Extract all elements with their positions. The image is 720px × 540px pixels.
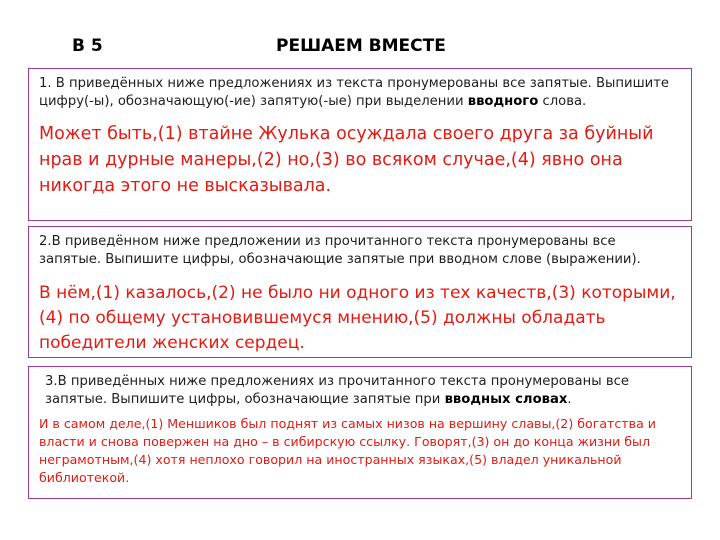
task-3-question: 3.В приведённых ниже предложениях из прочитанного текста пронумерованы все запятые. Выпишите цифры, обозначающие запятые при вводных словах. xyxy=(45,374,630,407)
task-2-sentence: В нём,(1) казалось,(2) не было ни одного из тех качеств,(3) которыми,(4) по общему установившемуся мнению,(5) должны обладать победители женских сердец. xyxy=(39,283,676,353)
task-1-sentence: Может быть,(1) втайне Жулька осуждала своего друга за буйный нрав и дурные манеры,(2) но,(3) во всяком случае,(4) явно она никогда этого не высказывала. xyxy=(39,124,654,196)
task-3-sentence: И в самом деле,(1) Меншиков был поднят из самых низов на вершину славы,(2) богатства и власти и снова повержен на дно – в сибирскую ссылку. Говорят,(3) он до конца жизни был неграмотным,(4) хотя неплохо говорил на иностранных языках,(5) владел уникальной библиотекой. xyxy=(39,416,656,485)
task-3-question-bold: вводных словах xyxy=(444,392,568,407)
page-title: РЕШАЕМ ВМЕСТЕ xyxy=(276,36,446,56)
task-2-question: 2.В приведённом ниже предложении из прочитанного текста пронумерованы все запятые. Выпишите цифры, обозначающие запятые при вводном слове (выражении). xyxy=(39,234,641,267)
task-box-3 xyxy=(28,366,692,499)
task-box-2 xyxy=(28,226,692,358)
task-1-question-bold: вводного xyxy=(467,94,539,109)
task-code: В 5 xyxy=(72,36,103,56)
task-box-1 xyxy=(28,68,692,221)
task-1-question: 1. В приведённых ниже предложениях из текста пронумерованы все запятые. Выпишите цифру(-ы), обозначающую(-ие) запятую(-ые) при выделении вводного слова. xyxy=(39,76,670,109)
